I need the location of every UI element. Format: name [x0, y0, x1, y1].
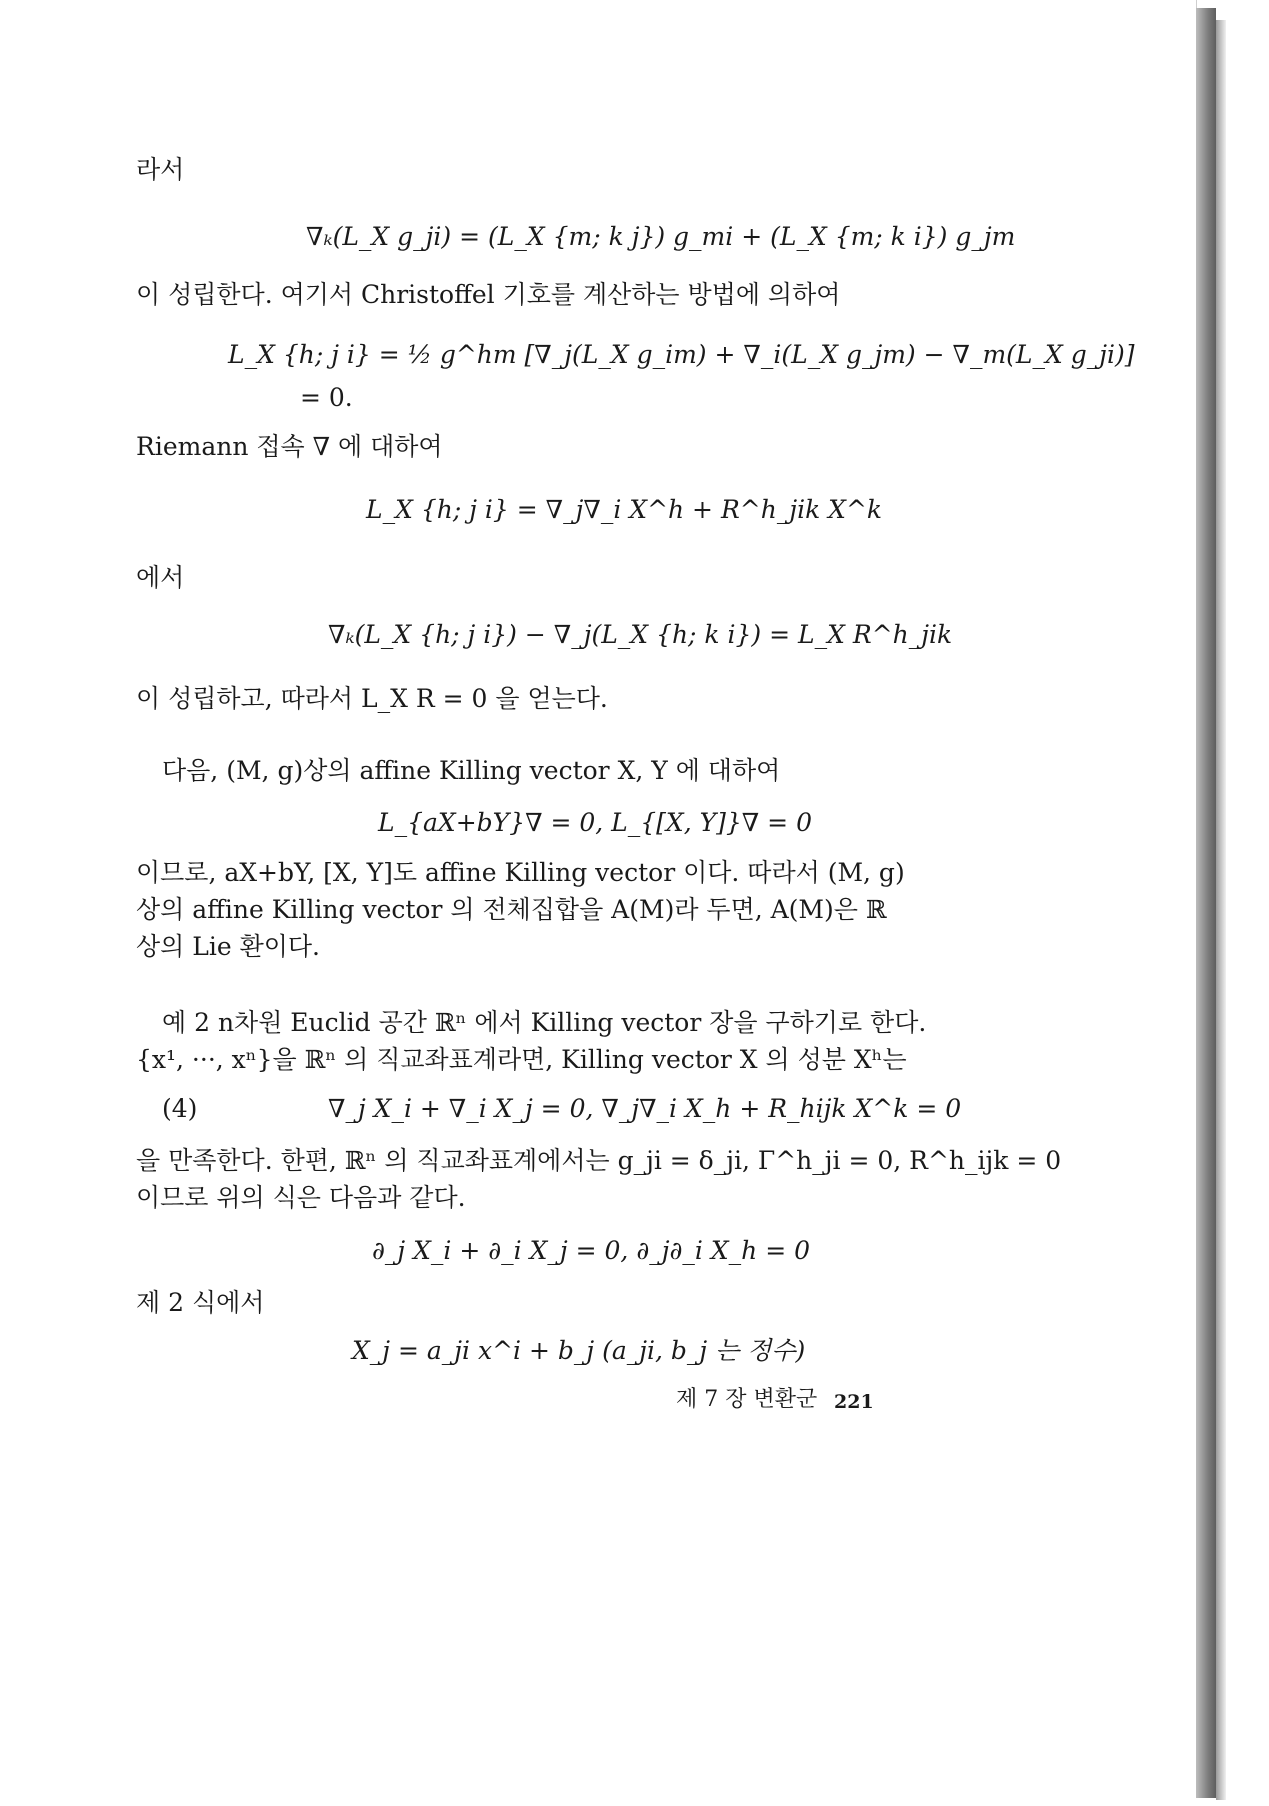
equation-riemann-lie: L_X {h; j i} = ∇_j∇_i X^h + R^h_jik X^k	[366, 495, 883, 524]
text-line-13: 제 2 식에서	[136, 1288, 265, 1317]
equation-number-4: (4)	[162, 1094, 198, 1123]
running-header: 제 7 장 변환군	[676, 1387, 818, 1412]
text-line-8: 상의 affine Killing vector 의 전체집합을 A(M)라 두면, A(M)은 ℝ	[136, 895, 887, 924]
page-edge	[1196, 8, 1216, 1798]
example-2-heading: 예 2 n차원 Euclid 공간 ℝⁿ 에서 Killing vector 장을 구하기로 한다.	[162, 1008, 927, 1037]
text-line-9: 상의 Lie 환이다.	[136, 932, 320, 961]
equation-affine-killing: L_{aX+bY}∇ = 0, L_{[X, Y]}∇ = 0	[378, 808, 812, 837]
text-line-3: Riemann 접속 ∇ 에 대하여	[136, 432, 443, 461]
text-line-10: {x¹, ···, xⁿ}을 ℝⁿ 의 직교좌표계라면, Killing vector X 의 성분 Xʰ는	[136, 1045, 907, 1074]
text-line-11: 을 만족한다. 한편, ℝⁿ 의 직교좌표계에서는 g_ji = δ_ji, Γ^h_ji = 0, R^h_ijk = 0	[136, 1146, 1062, 1175]
text-line-4: 에서	[136, 563, 185, 592]
text-line-5: 이 성립하고, 따라서 L_X R = 0 을 얻는다.	[136, 684, 608, 713]
text-line-2: 이 성립한다. 여기서 Christoffel 기호를 계산하는 방법에 의하여	[136, 280, 841, 309]
text-line-12: 이므로 위의 식은 다음과 같다.	[136, 1183, 466, 1212]
page-edge-shadow	[1216, 20, 1226, 1800]
equation-covariant-lie: ∇ₖ(L_X g_ji) = (L_X {m; k j}) g_mi + (L_X {m; k i}) g_jm	[306, 222, 1016, 251]
text-line-7: 이므로, aX+bY, [X, Y]도 affine Killing vector 이다. 따라서 (M, g)	[136, 858, 905, 887]
equation-equals-zero: = 0.	[300, 383, 353, 412]
equation-killing-conditions: ∇_j X_i + ∇_i X_j = 0, ∇_j∇_i X_h + R_hijk X^k = 0	[328, 1094, 962, 1123]
equation-partial-derivatives: ∂_j X_i + ∂_i X_j = 0, ∂_j∂_i X_h = 0	[372, 1236, 811, 1265]
equation-linear-solution: X_j = a_ji x^i + b_j (a_ji, b_j 는 정수)	[352, 1336, 806, 1365]
equation-christoffel-lie: L_X {h; j i} = ½ g^hm [∇_j(L_X g_im) + ∇_i(L_X g_jm) − ∇_m(L_X g_ji)]	[228, 340, 1135, 369]
text-line-1: 라서	[136, 155, 185, 184]
equation-curvature-lie: ∇ₖ(L_X {h; j i}) − ∇_j(L_X {h; k i}) = L_X R^h_jik	[328, 620, 953, 649]
page-number: 221	[834, 1391, 874, 1413]
text-line-6: 다음, (M, g)상의 affine Killing vector X, Y 에 대하여	[162, 756, 781, 785]
